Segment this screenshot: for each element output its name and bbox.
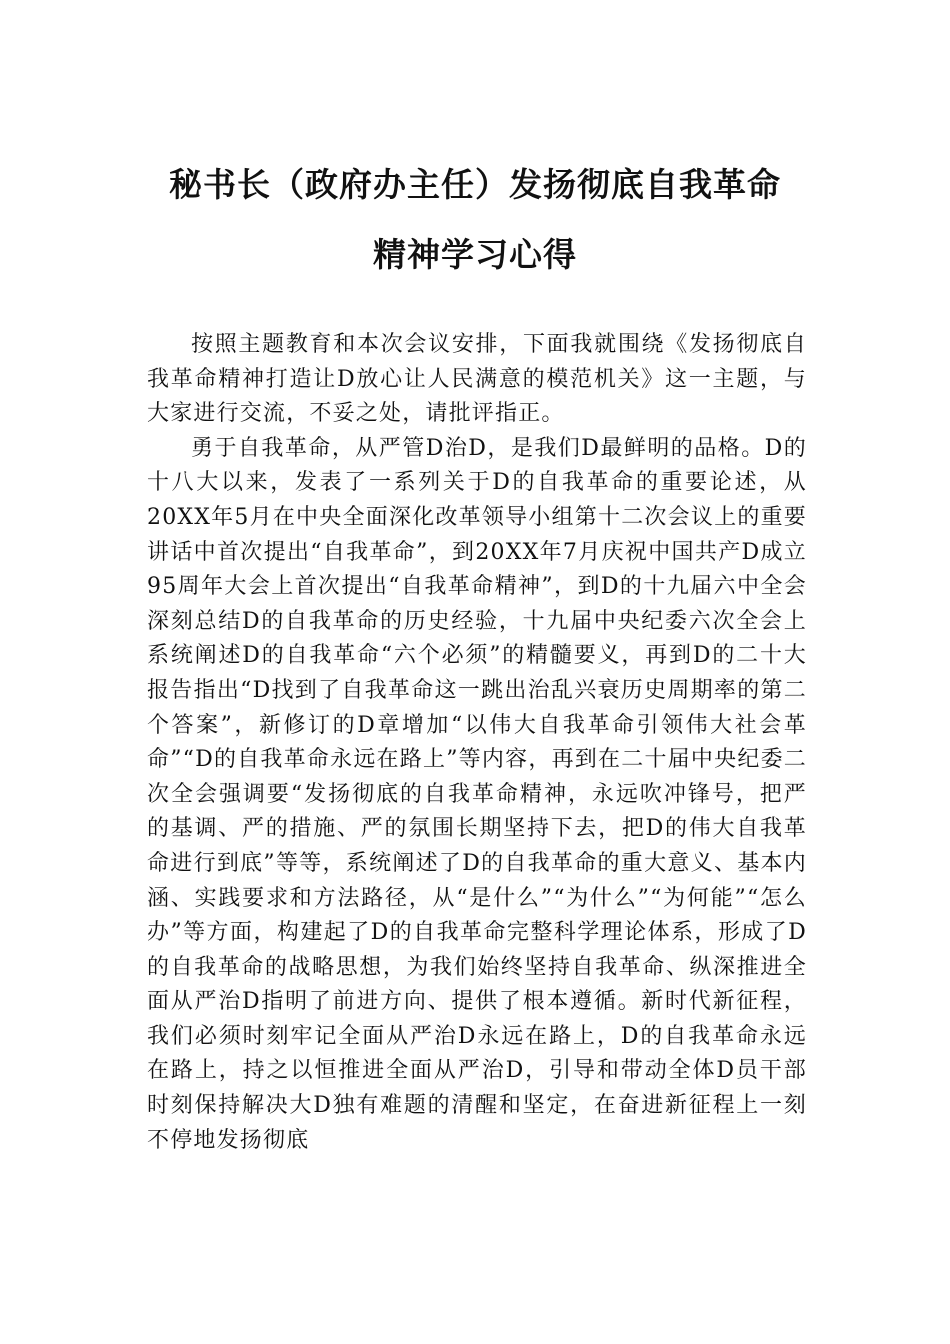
paragraph-intro: 按照主题教育和本次会议安排，下面我就围绕《发扬彻底自我革命精神打造让D放心让人民满意的模范机关》这一主题，与大家进行交流，不妥之处，请批评指正。 [147, 332, 807, 427]
title-line-1: 秘书长（政府办主任）发扬彻底自我革命 [169, 165, 781, 204]
title-line-2: 精神学习心得 [373, 235, 577, 274]
document-body [147, 328, 807, 1158]
paragraph-self-revolution: 勇于自我革命，从严管D治D，是我们D最鲜明的品格。D的十八大以来，发表了一系列关于D的自我革命的重要论述，从20XX年5月在中央全面深化改革领导小组第十二次会议上的重要讲话中首次提出“自我革命”，到20XX年7月庆祝中国共产D成立95周年大会上首次提出“自我革命精神”，到D的十九届六中全会深刻总结D的自我革命的历史经验，十九届中央纪委六次全会上系统阐述D的自我革命“六个必须”的精髓要义，再到D的二十大报告指出“D找到了自我革命这一跳出治乱兴衰历史周期率的第二个答案”，新修订的D章增加“以伟大自我革命引领伟大社会革命”“D的自我革命永远在路上”等内容，再到在二十届中央纪委二次全会强调要“发扬彻底的自我革命精神，永远吹冲锋号，把严的基调、严的措施、严的氛围长期坚持下去，把D的伟大自我革命进行到底”等等，系统阐述了D的自我革命的重大意义、基本内涵、实践要求和方法路径，从“是什么”“为什么”“为何能”“怎么办”等方面，构建起了D的自我革命完整科学理论体系，形成了D的自我革命的战略思想，为我们始终坚持自我革命、纵深推进全面从严治D指明了前进方向、提供了根本遵循。新时代新征程，我们必须时刻牢记全面从严治D永远在路上，D的自我革命永远在路上，持之以恒推进全面从严治D，引导和带动全体D员干部时刻保持解决大D独有难题的清醒和坚定，在奋进新征程上一刻不停地发扬彻底 [147, 435, 807, 1153]
document-title [140, 150, 810, 290]
